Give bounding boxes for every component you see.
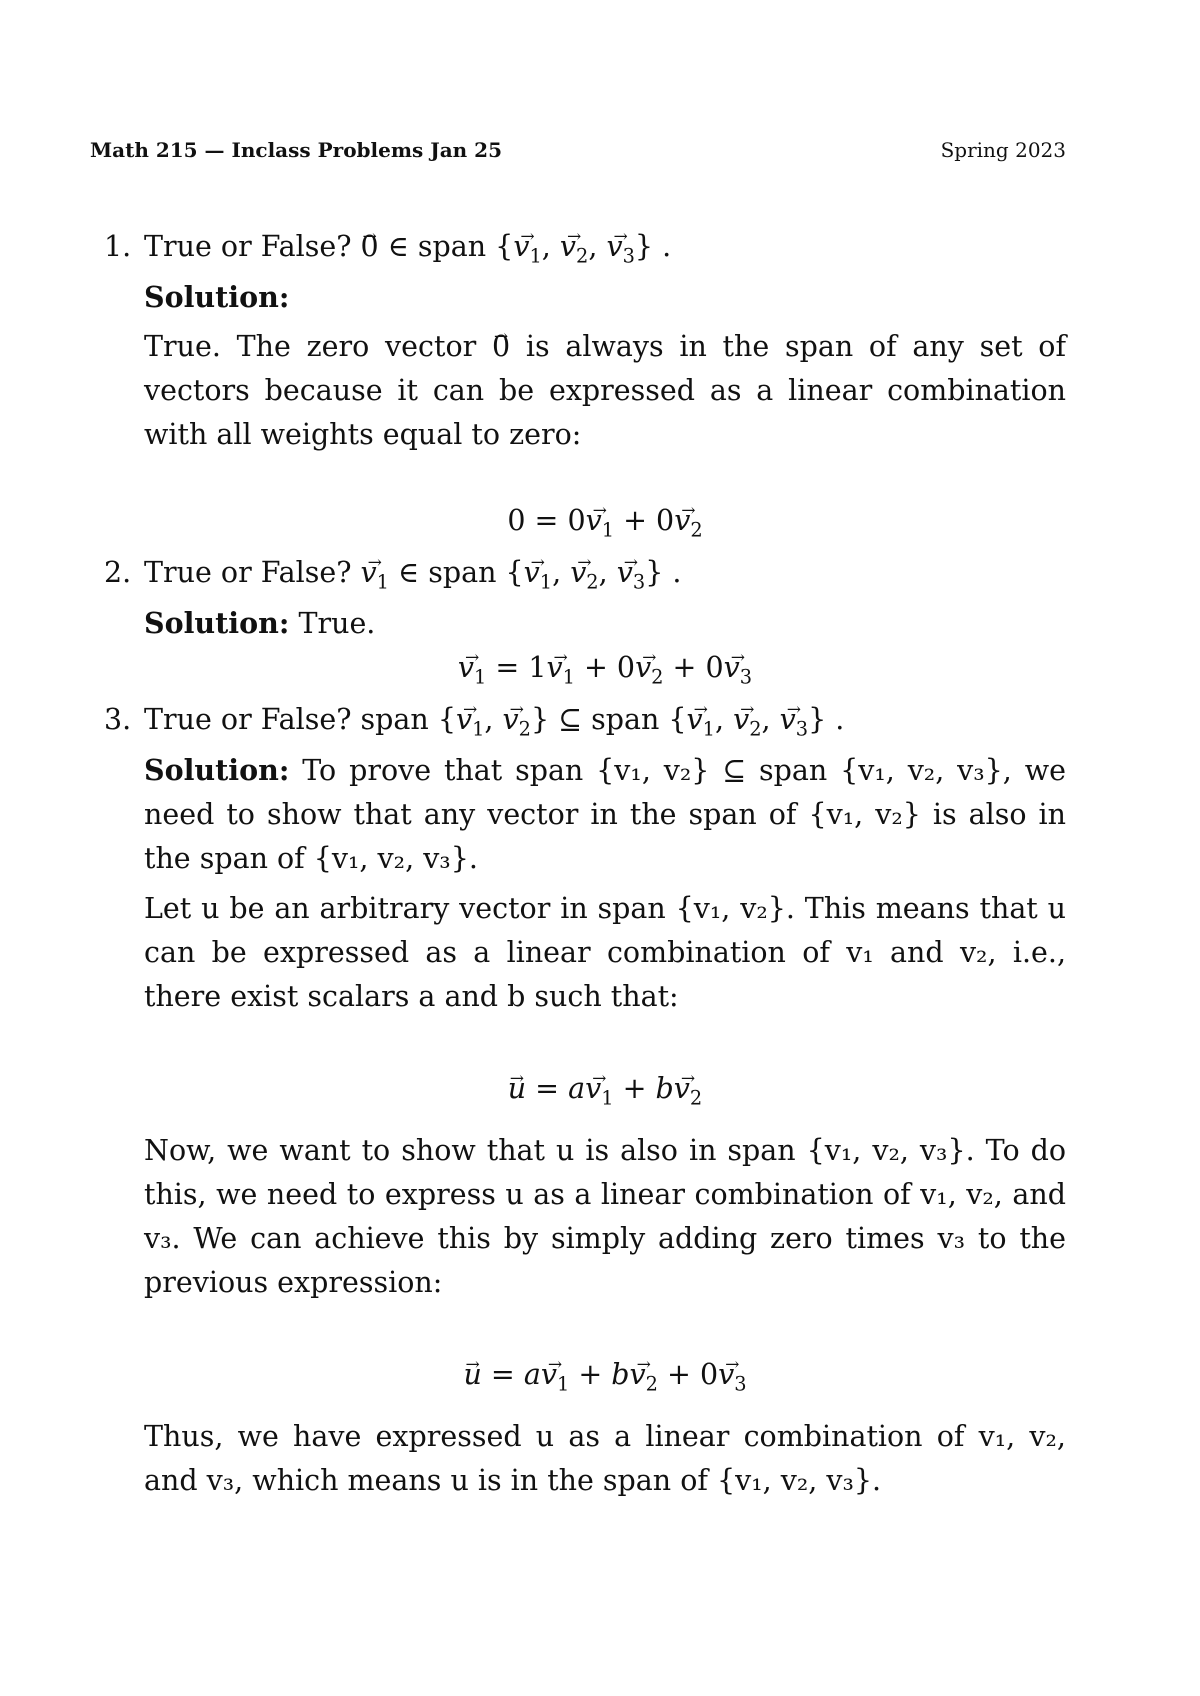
vector-v2: → $v_2$ bbox=[560, 225, 588, 269]
vector-v3: → $v_3$ bbox=[780, 698, 808, 742]
problem-statement: True or False? span {→ $v_1$, → $v_2$} ⊆ span {→ $v_1$, → $v_2$, → $v_3$} . bbox=[144, 698, 1066, 742]
page-header bbox=[90, 138, 1066, 162]
vector-v1: → $v_1$ bbox=[585, 1067, 613, 1111]
equation: → $u = a\to v_1 + b\to v_2$ bbox=[144, 1067, 1066, 1111]
answer-true: True. bbox=[144, 330, 221, 363]
text-fragment: The zero vector bbox=[236, 330, 477, 363]
document-body bbox=[90, 225, 1066, 1503]
solution-paragraph bbox=[144, 325, 1066, 457]
vector-v2: → $v_2$ bbox=[630, 1353, 658, 1397]
solution-paragraph-4: Thus, we have expressed u as a linear combination of v₁, v₂, and v₃, which means u is in the span of {v₁, v₂, v₃}. bbox=[144, 1420, 1066, 1497]
prompt-label: True or False? bbox=[144, 230, 352, 263]
problem-3 bbox=[90, 698, 1066, 1503]
vector-v1: → $v_1$ bbox=[586, 499, 614, 543]
problem-1 bbox=[90, 225, 1066, 543]
vector-v3: → $v_3$ bbox=[724, 646, 752, 690]
text-fragment: because it can be expressed as a linear combination with all weights bbox=[144, 374, 1067, 451]
zero-vector: → 0 bbox=[492, 325, 510, 369]
problem-number: 2. bbox=[104, 556, 132, 589]
paragraph-text: To prove that span {v₁, v₂} ⊆ span {v₁, v₂, v₃}, we need to show that any vector in the span of {v₁, v₂} is also in the span of {v₁, v₂, v₃}. bbox=[144, 754, 1066, 875]
text-fragment: is always in the span of any set of vectors bbox=[144, 330, 1066, 407]
equation: → $v_1 = 1\to v_1 + 0\to v_2 + 0\to v_3$ bbox=[144, 646, 1066, 690]
vector-v3: → $v_3$ bbox=[718, 1353, 746, 1397]
vector-v1: → $v_1$ bbox=[361, 551, 389, 595]
vector-v2: → $v_2$ bbox=[674, 1067, 702, 1111]
equation: $0 = 0\to v_1 + 0\to v_2$ bbox=[144, 499, 1066, 543]
vector-v1: → $v_1$ bbox=[687, 698, 715, 742]
vector-v1: → $v_1$ bbox=[456, 698, 484, 742]
span-word: span bbox=[417, 230, 487, 263]
vector-v2: → $v_2$ bbox=[570, 551, 598, 595]
answer-true: True. bbox=[298, 607, 376, 640]
solution-heading: Solution: bbox=[144, 753, 290, 787]
problem-number: 1. bbox=[104, 230, 132, 263]
vector-v3: → $v_3$ bbox=[617, 551, 645, 595]
solution-paragraph-2: Let u be an arbitrary vector in span {v₁, v₂}. This means that u can be expressed as a linear combination of v₁ and v₂, i.e., there exist scalars a and b such that: bbox=[144, 892, 1066, 1013]
zero-vector: → 0 bbox=[361, 225, 379, 269]
vector-v2: → $v_2$ bbox=[503, 698, 531, 742]
vector-v1: → $v_1$ bbox=[458, 646, 486, 690]
solution-line bbox=[144, 601, 1066, 646]
vector-v1: → $v_1$ bbox=[541, 1353, 569, 1397]
solution-heading: Solution: bbox=[144, 280, 290, 314]
span-word: span bbox=[428, 556, 497, 589]
solution-paragraph-3: Now, we want to show that u is also in span {v₁, v₂, v₃}. To do this, we need to express u as a linear combination of v₁, v₂, and v₃. We can achieve this by simply adding zero times v₃ to the previous expression: bbox=[144, 1134, 1066, 1299]
problem-statement: True or False? → 0 ∈ span {→ $v_1$, → $v_2$, → $v_3$} . bbox=[144, 225, 1066, 269]
vector-v3: → $v_3$ bbox=[606, 225, 634, 269]
vector-u: → u bbox=[463, 1353, 481, 1397]
term: Spring 2023 bbox=[940, 138, 1066, 162]
problem-statement: True or False? → $v_1$ ∈ span {→ $v_1$, → $v_2$, → $v_3$} . bbox=[144, 551, 1066, 595]
vector-v2: → $v_2$ bbox=[635, 646, 663, 690]
problem-2 bbox=[90, 551, 1066, 690]
course-title: Math 215 — Inclass Problems Jan 25 bbox=[90, 138, 502, 162]
vector-v2: → $v_2$ bbox=[674, 499, 702, 543]
vector-u: → u bbox=[508, 1067, 526, 1111]
span-word: span bbox=[591, 703, 660, 736]
vector-v1: → $v_1$ bbox=[513, 225, 541, 269]
vector-v1: → $v_1$ bbox=[524, 551, 552, 595]
prompt-label: True or False? bbox=[144, 703, 352, 736]
vector-v1: → $v_1$ bbox=[546, 646, 574, 690]
problem-number: 3. bbox=[104, 703, 132, 736]
prompt-label: True or False? bbox=[144, 556, 352, 589]
solution-heading: Solution: bbox=[144, 606, 290, 640]
text-fragment: equal to zero: bbox=[382, 418, 582, 451]
vector-v2: → $v_2$ bbox=[733, 698, 761, 742]
equation: → $u = a\to v_1 + b\to v_2 + 0\to v_3$ bbox=[144, 1353, 1066, 1397]
span-word: span bbox=[360, 703, 429, 736]
solution-paragraph-1 bbox=[144, 748, 1066, 881]
